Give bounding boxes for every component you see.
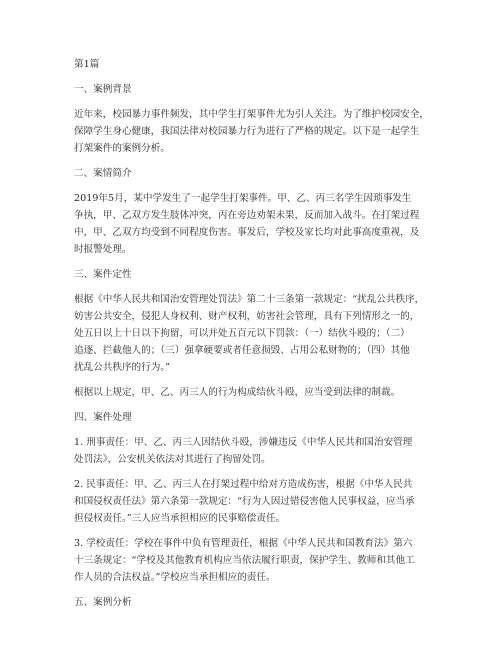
section-heading: 五、案例分析	[74, 597, 132, 608]
paragraph-line: 追逐、拦截他人的；（三）强拿硬要或者任意损毁、占用公私财物的；（四）其他	[74, 345, 410, 356]
paragraph-line: 争执，甲、乙双方发生肢体冲突，丙在旁边劝架未果，反而加入战斗。在打架过程	[74, 210, 420, 221]
paragraph-line: 十三条规定：“学校及其他教育机构应当依法履行职责，保护学生、教师和其他工	[74, 555, 415, 566]
paragraph-line: 作人员的合法权益。”学校应当承担相应的责任。	[74, 572, 276, 583]
paragraph	[74, 535, 434, 586]
paragraph-line: 近年来，校园暴力事件频发，其中学生打架事件尤为引人关注。为了维护校园安全，	[74, 109, 429, 120]
page-title: 第1篇	[74, 59, 100, 70]
paragraph-line: 根据以上规定，甲、乙、丙三人的行为构成结伙斗殴，应当受到法律的制裁。	[74, 387, 401, 398]
section-heading: 一、案例背景	[74, 84, 132, 95]
document-body	[74, 81, 434, 611]
paragraph-line: 打架案件的案例分析。	[74, 143, 170, 154]
paragraph-line: 中，甲、乙双方均受到不同程度伤害。事发后，学校及家长均对此事高度重视，及	[74, 227, 420, 238]
paragraph-line: 保障学生身心健康，我国法律对校园暴力行为进行了严格的规定。以下是一起学生	[74, 126, 420, 137]
paragraph-line: 时报警处理。	[74, 244, 132, 255]
paragraph-line: 1. 刑事责任：甲、乙、丙三人因结伙斗殴，涉嫌违反《中华人民共和国治安管理	[74, 437, 413, 448]
paragraph	[74, 384, 434, 401]
section-heading: 二、案情简介	[74, 168, 132, 179]
paragraph-line: 扰乱公共秩序的行为。”	[74, 362, 171, 373]
paragraph-line: 妨害公共安全，侵犯人身权利、财产权利，妨害社会管理，具有下列情形之一的，	[74, 311, 420, 322]
paragraph	[74, 291, 434, 376]
section-heading: 三、案件定性	[74, 269, 132, 280]
paragraph	[74, 476, 434, 527]
paragraph	[74, 434, 434, 468]
paragraph	[74, 190, 434, 258]
paragraph-line: 和国侵权责任法》第六条第一款规定：“行为人因过错侵害他人民事权益，应当承	[74, 496, 415, 507]
paragraph-line: 处五日以上十日以下拘留，可以并处五百元以下罚款：（一）结伙斗殴的；（二）	[74, 328, 410, 339]
paragraph-line: 2019年5月，某中学发生了一起学生打架事件。甲、乙、丙三名学生因琐事发生	[74, 193, 412, 204]
paragraph-line: 3. 学校责任：学校在事件中负有管理责任，根据《中华人民共和国教育法》第六	[74, 538, 413, 549]
paragraph-line: 根据《中华人民共和国治安管理处罚法》第二十三条第一款规定：“扰乱公共秩序，	[74, 294, 425, 305]
section-heading: 四、案件处理	[74, 412, 132, 423]
paragraph-line: 处罚法》，公安机关依法对其进行了拘留处罚。	[74, 454, 271, 465]
document-page	[74, 56, 434, 619]
paragraph-line: 2. 民事责任：甲、乙、丙三人在打架过程中给对方造成伤害，根据《中华人民共	[74, 479, 413, 490]
paragraph	[74, 106, 434, 157]
paragraph-line: 担侵权责任。”三人应当承担相应的民事赔偿责任。	[74, 513, 286, 524]
